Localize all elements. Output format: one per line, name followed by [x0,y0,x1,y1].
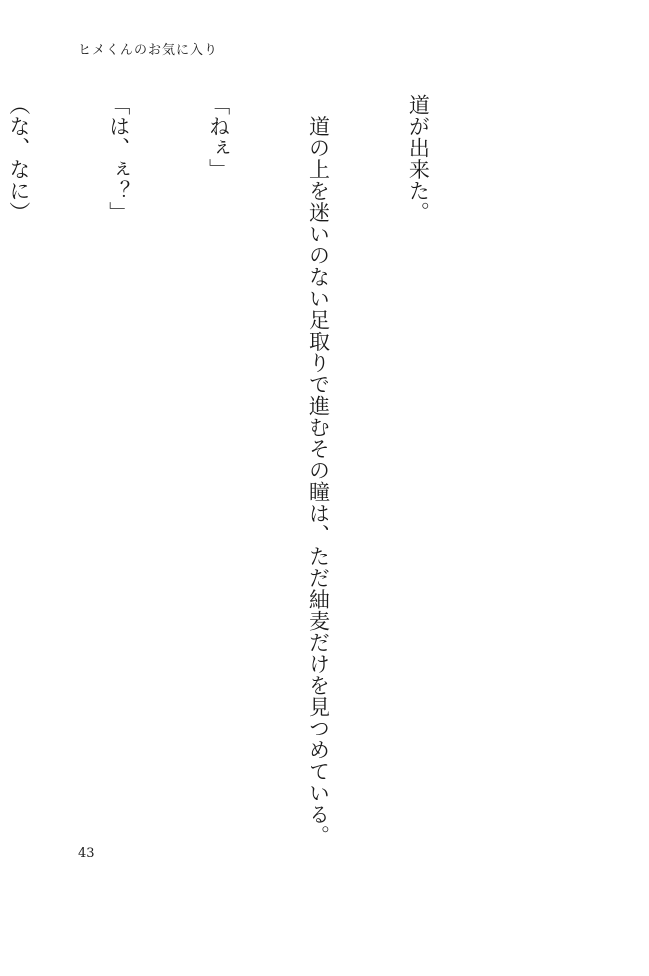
body-text [0,94,501,847]
page-number: 43 [78,846,95,861]
text-line: 「は、ぇ？」 [106,94,131,223]
text-line: 「ねぇ」 [206,94,231,180]
running-header: ヒメくんのお気に入り [78,43,219,58]
text-line: 道が出来た。 [406,94,431,223]
text-line: 道の上を迷いのない足取りで進むその瞳は、ただ紬麦だけを見つめている。 [306,94,331,847]
text-line: （な、なに） [6,94,31,223]
